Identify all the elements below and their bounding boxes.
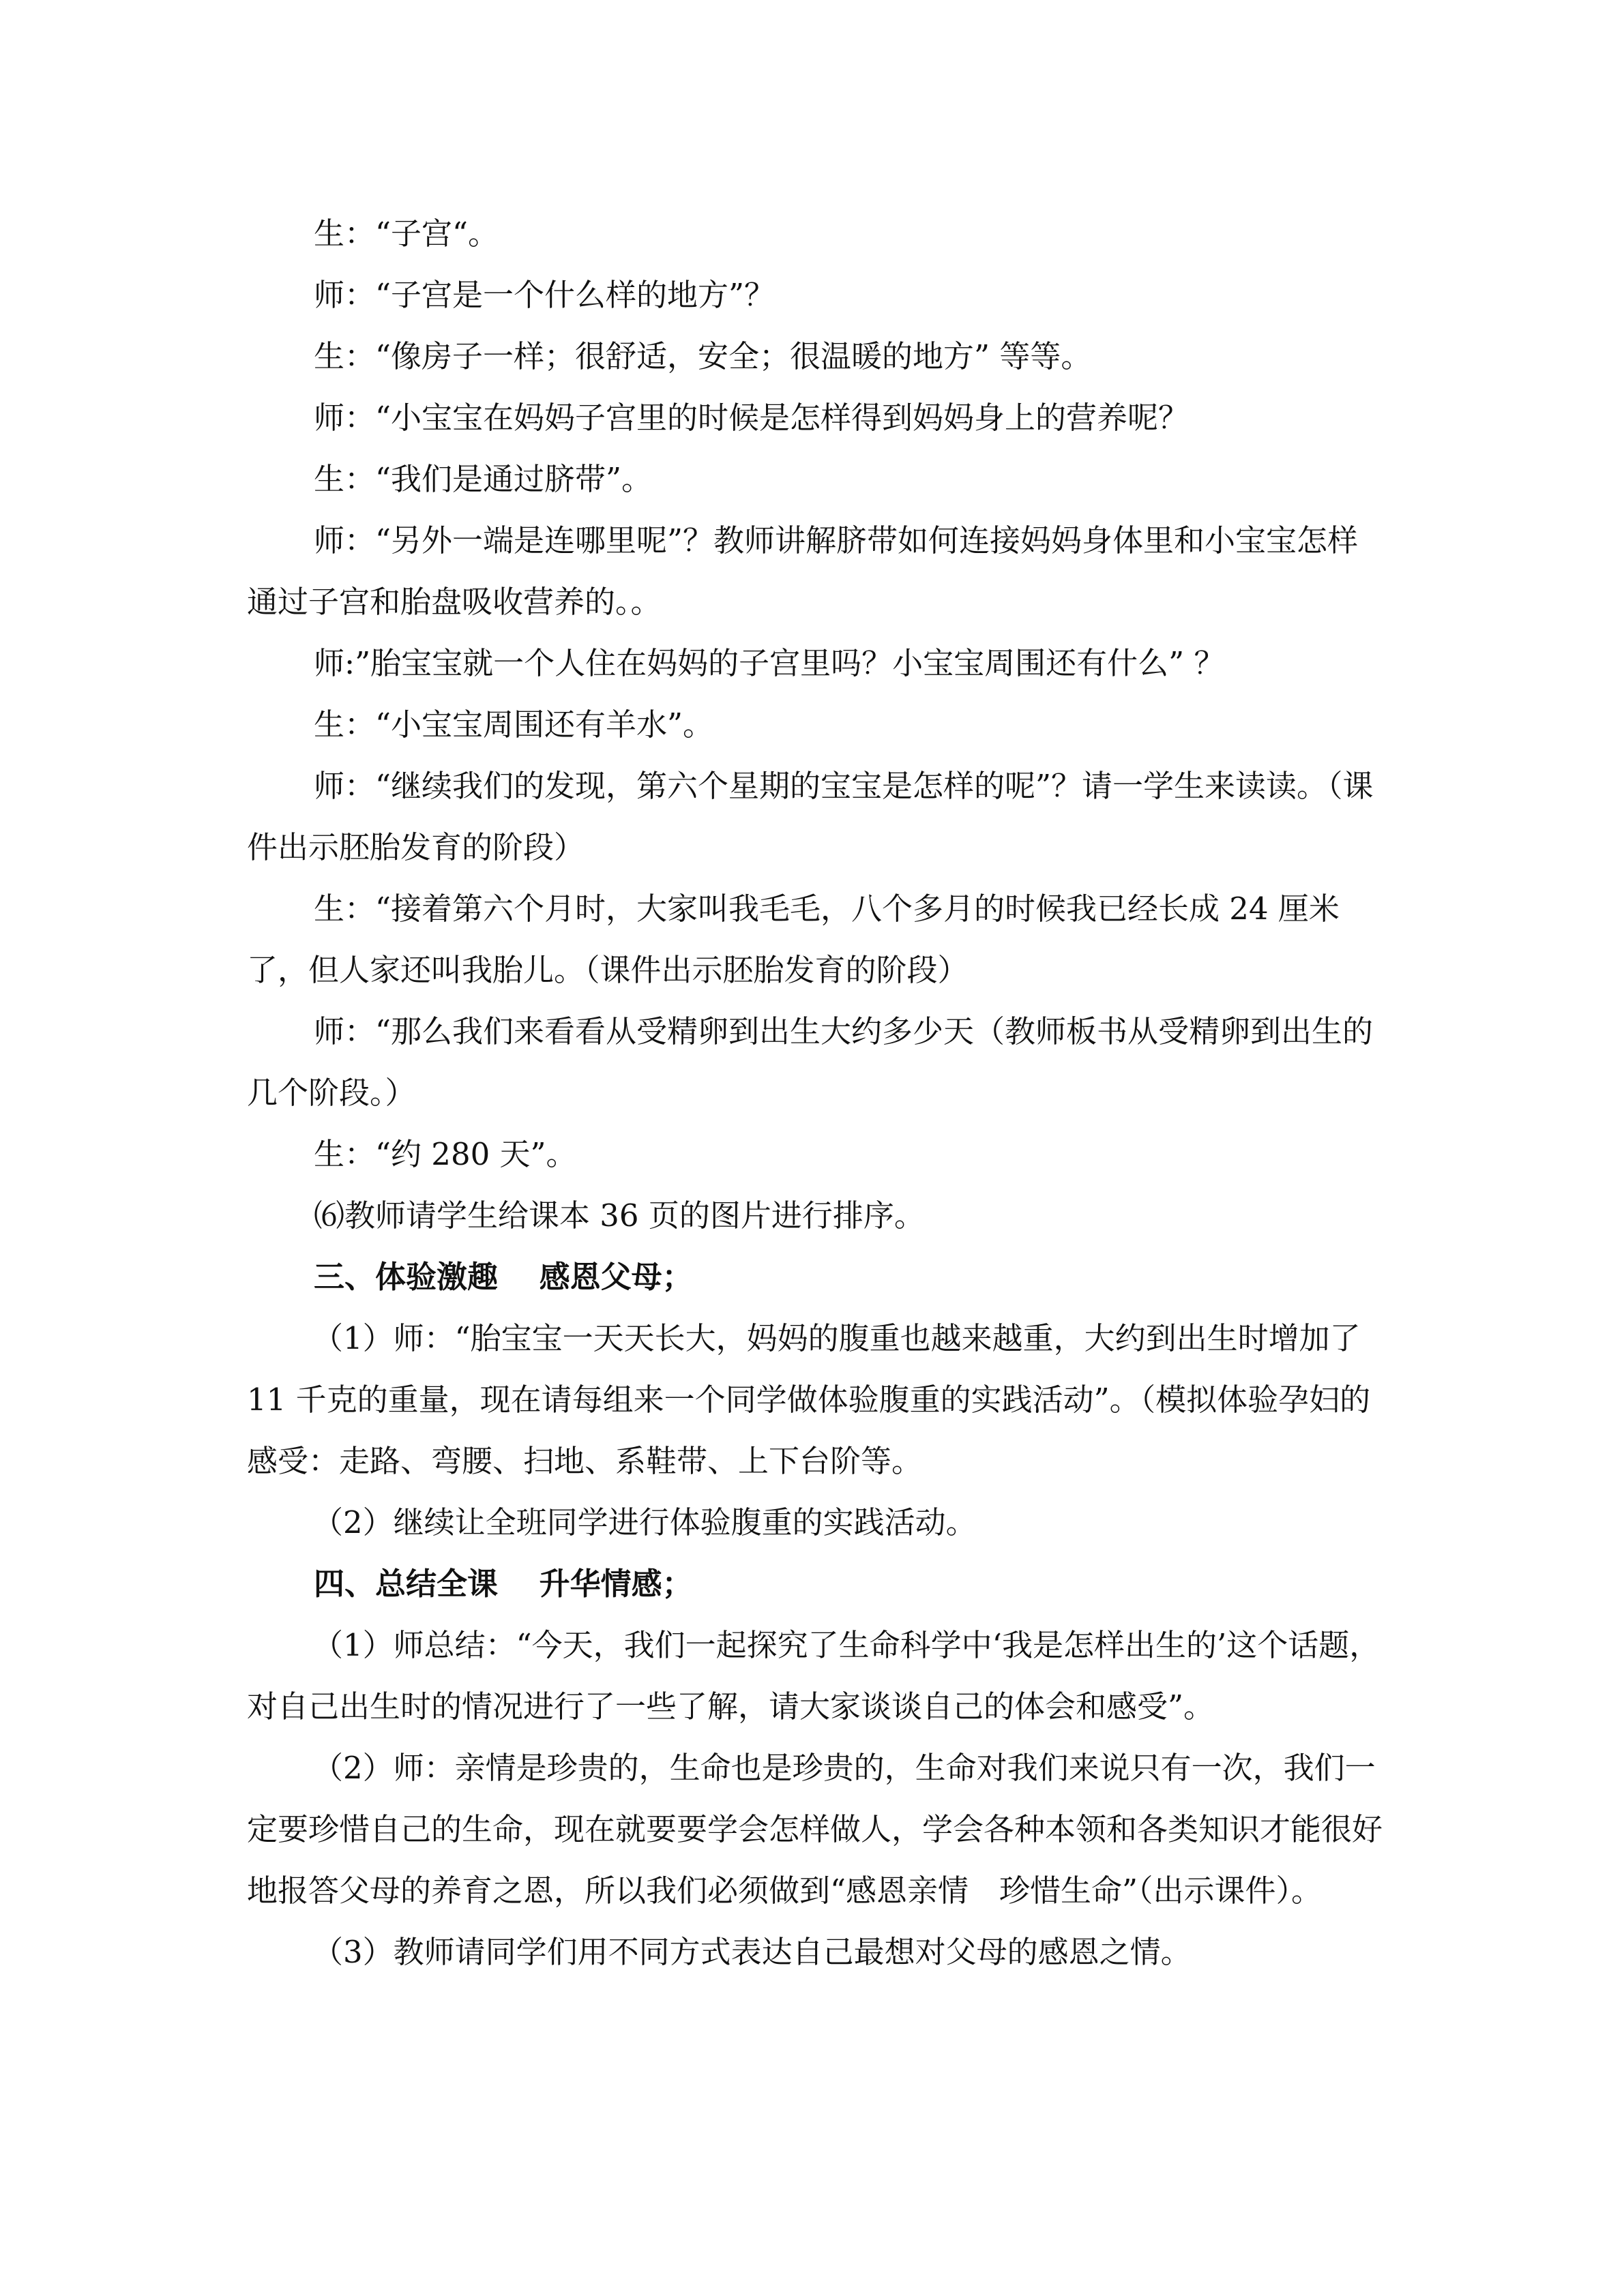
section-heading: 三、体验激趣 感恩父母； (314, 1259, 693, 1295)
paragraph: 生：“我们是通过脐带”。 (314, 461, 653, 497)
paragraph: （3）教师请同学们用不同方式表达自己最想对父母的感恩之情。 (312, 1934, 1192, 1970)
paragraph: 师：“子宫是一个什么样的地方”？ (314, 277, 776, 313)
paragraph: 生：“像房子一样；很舒适，安全；很温暖的地方” 等等。 (314, 338, 1092, 374)
paragraph: ⑹教师请学生给课本 36 页的图片进行排序。 (314, 1197, 925, 1234)
section-heading: 四、总结全课 升华情感； (314, 1566, 693, 1602)
paragraph: （1）师总结：“今天，我们一起探究了生命科学中‘我是怎样出生的’这个话题，对自己出生时的情况进行了一些了解，请大家谈谈自己的体会和感受”。 (247, 1627, 1381, 1725)
paragraph: 师：“小宝宝在妈妈子宫里的时候是怎样得到妈妈身上的营养呢？ (314, 400, 1190, 436)
paragraph: 生：“小宝宝周围还有羊水”。 (314, 706, 714, 743)
paragraph: 生：“接着第六个月时，大家叫我毛毛，八个多月的时候我已经长成 24 厘米了，但人家还叫我胎儿。（课件出示胚胎发育的阶段） (247, 891, 1340, 988)
paragraph: （1）师：“胎宝宝一天天长大，妈妈的腹重也越来越重，大约到出生时增加了 11 千克的重量，现在请每组来一个同学做体验腹重的实践活动”。（模拟体验孕妇的感受：走路、弯腰、扫地、系鞋带、上下台阶等。 (247, 1320, 1371, 1479)
paragraph: 师：“另外一端是连哪里呢”？教师讲解脐带如何连接妈妈身体里和小宝宝怎样通过子宫和胎盘吸收营养的。。 (247, 522, 1359, 620)
document-body (247, 203, 1386, 1983)
paragraph: 生：“约 280 天”。 (314, 1136, 577, 1172)
paragraph: （2）继续让全班同学进行体验腹重的实践活动。 (312, 1504, 977, 1540)
paragraph: 师:”胎宝宝就一个人住在妈妈的子宫里吗？小宝宝周围还有什么” ？ (314, 645, 1225, 681)
paragraph: 生：“子宫“。 (314, 215, 499, 252)
paragraph: （2）师：亲情是珍贵的，生命也是珍贵的，生命对我们来说只有一次，我们一定要珍惜自己的生命，现在就要要学会怎样做人，学会各种本领和各类知识才能很好地报答父母的养育之恩，所以我们必须做到“感恩亲情 珍惜生命”（出示课件）。 (247, 1750, 1383, 1909)
paragraph: 师：“继续我们的发现，第六个星期的宝宝是怎样的呢”？请一学生来读读。（课件出示胚胎发育的阶段） (247, 768, 1374, 865)
paragraph: 师：“那么我们来看看从受精卵到出生大约多少天（教师板书从受精卵到出生的几个阶段。） (247, 1013, 1374, 1111)
